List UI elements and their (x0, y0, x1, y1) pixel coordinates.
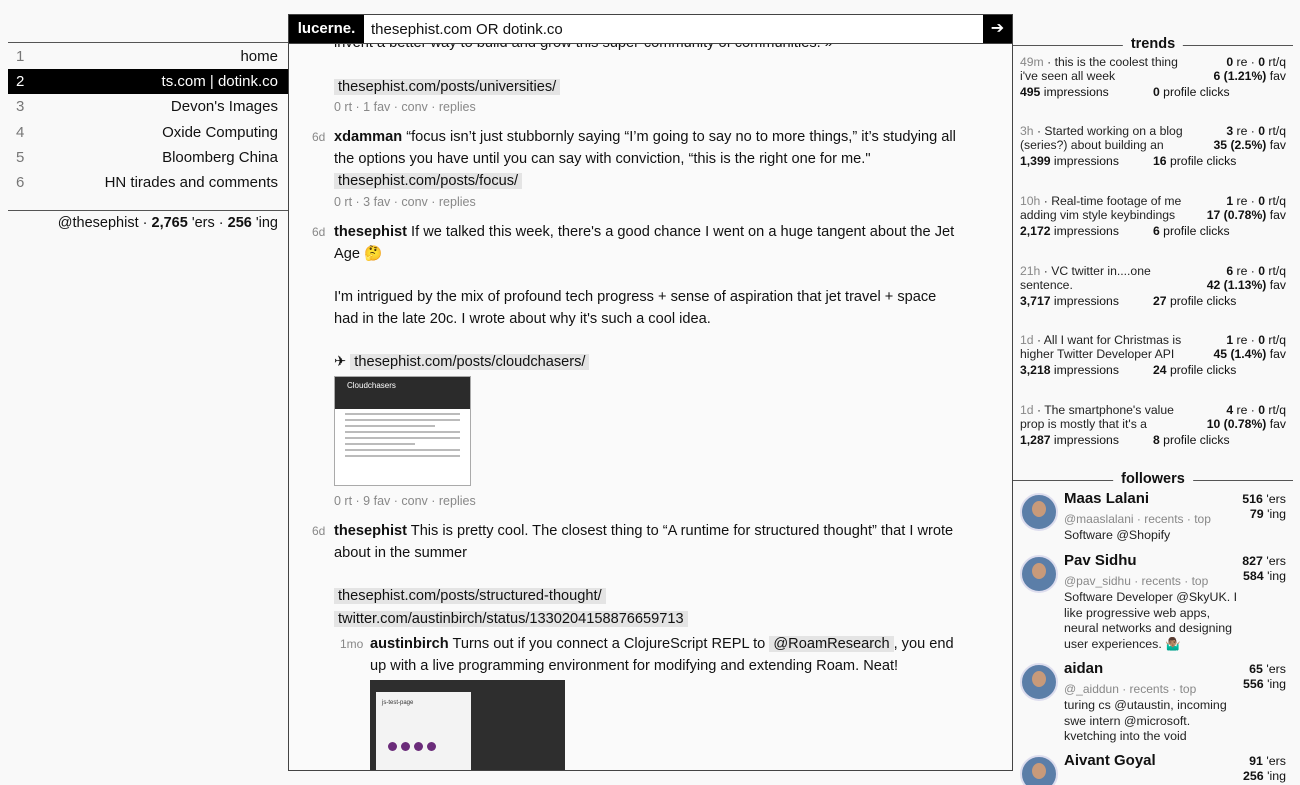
trend-impressions: 3,218 impressions (1020, 363, 1119, 377)
trend-impressions: 1,287 impressions (1020, 433, 1119, 447)
preview-title: Cloudchasers (347, 381, 396, 390)
channel-name: Oxide Computing (162, 124, 278, 141)
trend-profile-clicks: 16 profile clicks (1153, 154, 1237, 168)
avatar[interactable] (1020, 493, 1058, 531)
channel-name: HN tirades and comments (104, 174, 278, 191)
account-summary: @thesephist · 2,765 'ers · 256 'ing (57, 215, 278, 231)
trend-item[interactable] (1020, 264, 1286, 326)
tweet-media-image[interactable] (370, 680, 565, 771)
tweet-line: I'm intrigued by the mix of profound tech progress + sense of aspiration that jet travel + space (334, 289, 937, 305)
search-bar (288, 14, 1013, 44)
channel-name: Devon's Images (170, 98, 278, 115)
trend-text: 3h · Started working on a blog (series?) about building an (1020, 124, 1183, 152)
trend-profile-clicks: 0 profile clicks (1153, 85, 1230, 99)
follower-counts: 91 'ers 256 'ing (1242, 754, 1286, 783)
trend-engagement: 1 re · 0 rt/q 45 (1.4%) fav (1213, 333, 1286, 361)
trend-profile-clicks: 8 profile clicks (1153, 433, 1230, 447)
trend-engagement: 4 re · 0 rt/q 10 (0.78%) fav (1206, 403, 1286, 431)
trend-impressions: 495 impressions (1020, 85, 1109, 99)
trend-item[interactable] (1020, 124, 1286, 186)
follower-count: 2,765 (151, 215, 188, 231)
trend-item[interactable] (1020, 403, 1286, 465)
mention-link[interactable]: @RoamResearch (769, 636, 893, 652)
tweet-author[interactable]: austinbirch (370, 636, 449, 652)
trend-profile-clicks: 24 profile clicks (1153, 363, 1237, 377)
divider (8, 42, 288, 43)
follower-handle[interactable]: @maaslalani · recents · top (1064, 512, 1211, 526)
follower-name[interactable]: aidan (1064, 660, 1104, 677)
account-handle[interactable]: @thesephist (57, 215, 139, 231)
tweet-author[interactable]: thesephist (334, 523, 407, 539)
trend-impressions: 1,399 impressions (1020, 154, 1119, 168)
channel-name: Bloomberg China (162, 149, 278, 166)
tweet-actions[interactable]: 0 rt · 3 fav · conv · replies (334, 195, 476, 209)
trend-impressions: 3,717 impressions (1020, 294, 1119, 308)
media-caption: js-test-page (382, 700, 414, 706)
channel-number: 5 (16, 149, 25, 166)
follower-counts: 827 'ers 584 'ing (1242, 554, 1286, 583)
trend-text: 1d · All I want for Christmas is higher Twitter Developer API (1020, 333, 1182, 361)
search-submit-button[interactable] (983, 15, 1012, 43)
follower-handle[interactable]: @_aiddun · recents · top (1064, 682, 1197, 696)
app-logo: lucerne. (289, 15, 364, 43)
channel-name: home (240, 48, 278, 65)
channel-item-oxide[interactable] (8, 120, 288, 145)
tweet-feed[interactable] (288, 14, 1013, 771)
tweet-line: about in the summer (334, 545, 468, 561)
channel-item-home[interactable] (8, 44, 288, 69)
section-title: trends (1123, 36, 1183, 52)
tweet-actions[interactable]: 0 rt · 1 fav · conv · replies (334, 100, 476, 114)
tweet-link[interactable]: thesephist.com/posts/universities/ (334, 76, 560, 98)
link-preview-image[interactable] (334, 376, 471, 486)
tweet-line: thesephist This is pretty cool. The closest thing to “A runtime for structured thought” that I wrote (334, 523, 954, 539)
tweet-actions[interactable]: 0 rt · 9 fav · conv · replies (334, 494, 476, 508)
trend-profile-clicks: 27 profile clicks (1153, 294, 1237, 308)
tweet-link[interactable]: thesephist.com/posts/cloudchasers/ (350, 354, 589, 370)
tweet-line: had in the late 20c. I wrote about why it's such a cool idea. (334, 311, 711, 327)
tweet-line: xdamman “focus isn’t just stubbornly saying “I’m going to say no to more things,” it’s studying all (334, 129, 956, 145)
tweet-age: 6d (312, 225, 326, 239)
avatar[interactable] (1020, 755, 1058, 785)
follower-counts: 516 'ers 79 'ing (1242, 492, 1286, 521)
trend-engagement: 3 re · 0 rt/q 35 (2.5%) fav (1213, 124, 1286, 152)
tweet-link-row (334, 351, 589, 373)
tweet-author[interactable]: thesephist (334, 224, 407, 240)
tweet-link[interactable]: twitter.com/austinbirch/status/1330204158876659713 (334, 608, 688, 630)
avatar[interactable] (1020, 555, 1058, 593)
channel-item-ts-dotink[interactable] (8, 69, 288, 94)
trend-engagement: 1 re · 0 rt/q 17 (0.78%) fav (1206, 194, 1286, 222)
following-label: 'ing (255, 215, 278, 231)
tweet-age: 1mo (340, 637, 364, 651)
tweet-author[interactable]: xdamman (334, 129, 403, 145)
channel-item-hn[interactable] (8, 170, 288, 195)
trend-item[interactable] (1020, 333, 1286, 395)
tweet-line: up with a live programming environment for modifying and extending Roam. Neat! (370, 658, 899, 674)
channel-number: 3 (16, 98, 25, 115)
channel-name: ts.com | dotink.co (161, 73, 278, 90)
follower-name[interactable]: Aivant Goyal (1064, 752, 1156, 769)
channel-item-bloomberg-china[interactable] (8, 145, 288, 170)
tweet-line: austinbirch Turns out if you connect a ClojureScript REPL to @RoamResearch , you end (370, 636, 954, 652)
divider (8, 210, 288, 211)
stats-column (1013, 0, 1300, 785)
search-input[interactable] (371, 15, 971, 43)
trends-header (1013, 36, 1293, 50)
follower-name[interactable]: Maas Lalani (1064, 490, 1150, 507)
channel-sidebar (8, 0, 288, 785)
tweet-line: thesephist If we talked this week, there's a good chance I went on a huge tangent about the Jet (334, 224, 955, 240)
section-title: followers (1113, 471, 1193, 487)
trend-impressions: 2,172 impressions (1020, 224, 1119, 238)
followers-header (1013, 471, 1293, 485)
follower-bio: Software Developer @SkyUK. I like progressive web apps, neural networks and designing user experiences. 🤷🏽‍♂️ (1064, 590, 1238, 651)
channel-number: 2 (16, 73, 25, 90)
tweet-link[interactable]: thesephist.com/posts/structured-thought/ (334, 585, 606, 607)
trend-text: 10h · Real-time footage of me adding vim style keybindings (1020, 194, 1182, 222)
trend-text: 49m · this is the coolest thing i've seen all week (1020, 55, 1178, 83)
trend-text: 21h · VC twitter in....one sentence. (1020, 264, 1151, 292)
trend-engagement: 6 re · 0 rt/q 42 (1.13%) fav (1206, 264, 1286, 292)
channel-number: 1 (16, 48, 25, 65)
follower-bio: Software @Shopify (1064, 528, 1171, 542)
tweet-age: 6d (312, 524, 326, 538)
trend-item[interactable] (1020, 55, 1286, 117)
channel-number: 4 (16, 124, 25, 141)
trend-text: 1d · The smartphone's value prop is mostly that it's a (1020, 403, 1174, 431)
following-count: 256 (227, 215, 252, 231)
tweet-age: 6d (312, 130, 326, 144)
follower-counts: 65 'ers 556 'ing (1242, 662, 1286, 691)
airplane-icon: ✈ (334, 354, 347, 370)
tweet-line: the options you have until you can say with conviction, “this is the right one for me." (334, 151, 871, 167)
follower-bio: turing cs @utaustin, incoming swe intern @microsoft. kvetching into the void (1064, 698, 1227, 743)
trend-engagement: 0 re · 0 rt/q 6 (1.21%) fav (1213, 55, 1286, 83)
tweet-link[interactable]: thesephist.com/posts/focus/ (334, 170, 522, 192)
tweet-line: Age 🤔 (334, 246, 383, 262)
channel-item-devons-images[interactable] (8, 94, 288, 119)
trend-item[interactable] (1020, 194, 1286, 256)
avatar[interactable] (1020, 663, 1058, 701)
arrow-right-icon: ➔ (990, 20, 1005, 37)
follower-name[interactable]: Pav Sidhu (1064, 552, 1137, 569)
trend-profile-clicks: 6 profile clicks (1153, 224, 1230, 238)
channel-number: 6 (16, 174, 25, 191)
follower-label: 'ers (191, 215, 215, 231)
follower-handle[interactable]: @pav_sidhu · recents · top (1064, 574, 1209, 588)
